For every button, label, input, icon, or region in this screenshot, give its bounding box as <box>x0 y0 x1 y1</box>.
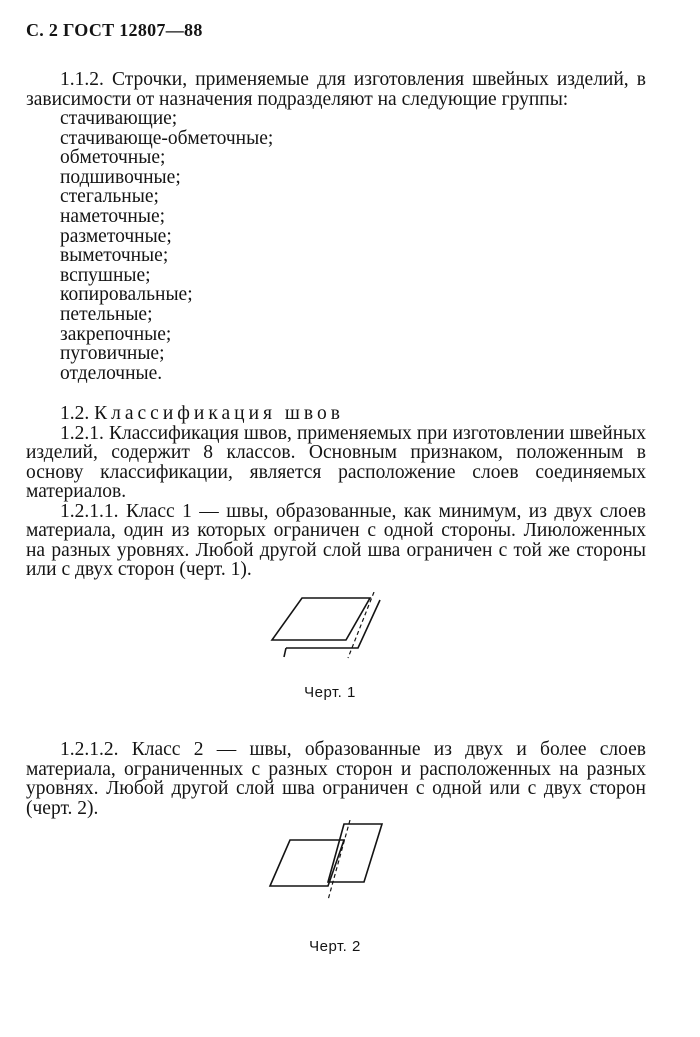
list-item: закрепочные; <box>60 323 172 345</box>
list-item: наметочные; <box>60 205 166 227</box>
right-layer-shape <box>328 824 382 882</box>
paragraph-1-2-1-2: 1.2.1.2. Класс 2 — швы, образованные из двух и более слоев материала, ограниченных с разных сторон и расположенных на разных уровнях. Любой другой слой шва ограничен с одной или с двух сторон (черт. 2). <box>26 739 646 819</box>
stitch-group-list <box>26 109 646 383</box>
figure-2-caption: Черт. 2 <box>309 938 361 955</box>
figure-1-caption: Черт. 1 <box>304 684 356 701</box>
paragraph-1-1-2: 1.1.2. Строчки, применяемые для изготовления швейных изделий, в зависимости от назначения подразделяют на следующие группы: <box>26 69 646 110</box>
stitch-line <box>328 820 350 900</box>
section-heading-1-2 <box>26 404 646 424</box>
paragraph-1-2-1-1: 1.2.1.1. Класс 1 — швы, образованные, как минимум, из двух слоев материала, один из которых ограничен с одной стороны. Лиюложенных на разных уровнях. Любой другой слой шва ограничен с той же стороны или с двух сторон (черт. 1). <box>26 500 646 580</box>
section-number: 1.2. <box>60 403 90 424</box>
section-1-1-2 <box>26 70 646 383</box>
list-item: петельные; <box>60 303 153 325</box>
list-item: отделочные. <box>60 362 163 384</box>
list-item: разметочные; <box>60 225 172 247</box>
paragraph-1-2-1: 1.2.1. Классификация швов, применяемых при изготовлении швейных изделий, содержит 8 классов. Основным признаком, положенным в основу классификации, является расположение слоев соединяемых материалов. <box>26 422 646 502</box>
list-item: выметочные; <box>60 245 169 267</box>
lower-layer-edge <box>284 648 286 657</box>
top-layer-shape <box>272 598 370 640</box>
seam-class-2-drawing <box>262 820 392 910</box>
list-item: вспушные; <box>60 264 151 286</box>
list-item: стегальные; <box>60 186 159 208</box>
list-item: стачивающие; <box>60 108 178 129</box>
section-1-2-1-2 <box>26 740 646 818</box>
list-item: стачивающе-обметочные; <box>60 127 274 149</box>
list-item: обметочные; <box>60 147 166 169</box>
list-item: пуговичные; <box>60 343 165 365</box>
page-header: С. 2 ГОСТ 12807—88 <box>26 20 203 40</box>
figure-1-seam-diagram <box>262 592 392 670</box>
section-title: Классификация швов <box>94 403 344 424</box>
figure-2-seam-diagram <box>262 820 392 910</box>
seam-class-1-drawing <box>262 592 392 670</box>
list-item: копировальные; <box>60 284 193 306</box>
list-item: подшивочные; <box>60 166 181 188</box>
section-1-2 <box>26 404 646 580</box>
